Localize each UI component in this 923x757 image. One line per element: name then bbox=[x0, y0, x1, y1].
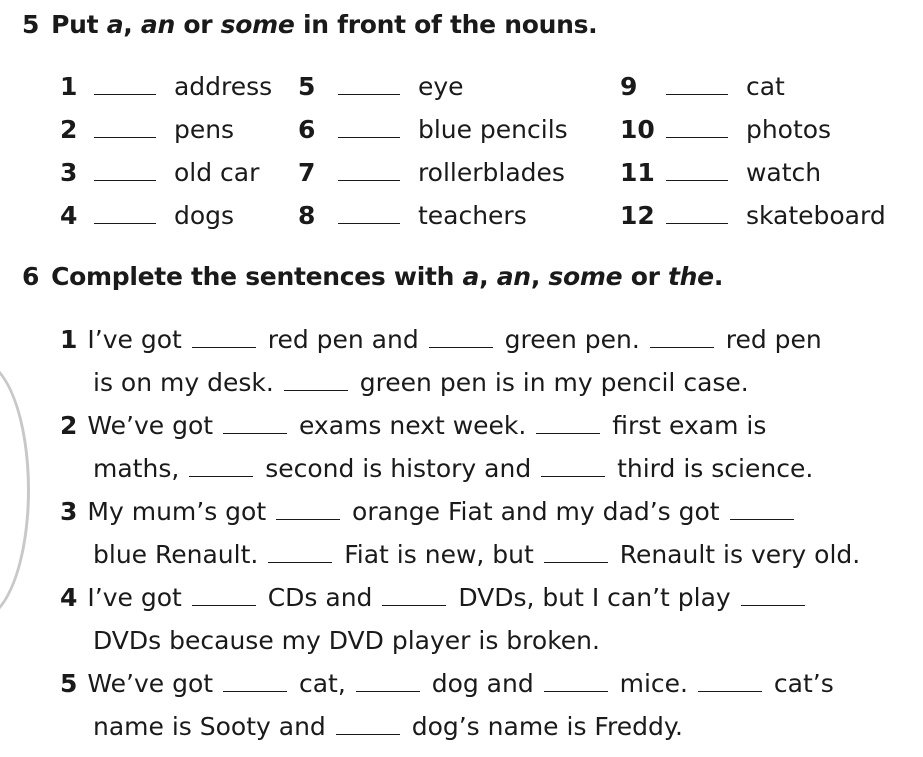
sentence-text: DVDs because my DVD player is broken. bbox=[93, 626, 600, 655]
sentence-text: first exam is bbox=[604, 411, 767, 440]
exercise-5-item bbox=[60, 158, 259, 187]
exercise-5-item bbox=[620, 158, 821, 187]
answer-blank[interactable] bbox=[650, 329, 714, 348]
answer-blank[interactable] bbox=[666, 160, 728, 181]
item-number: 6 bbox=[298, 115, 316, 144]
page-curl-edge bbox=[0, 360, 30, 620]
sentence-text: red pen bbox=[717, 325, 822, 354]
sentence-text: mice. bbox=[611, 669, 696, 698]
item-number: 9 bbox=[620, 72, 638, 101]
sentence-text: is on my desk. bbox=[93, 368, 282, 397]
exercise-5-item bbox=[60, 201, 234, 230]
answer-blank[interactable] bbox=[276, 501, 340, 520]
exercise-6-heading bbox=[22, 262, 723, 291]
noun-label: dogs bbox=[166, 201, 235, 230]
sentence-text: dog’s name is Freddy. bbox=[403, 712, 683, 741]
noun-label: eye bbox=[410, 72, 464, 101]
answer-blank[interactable] bbox=[541, 458, 605, 477]
sentence-text: We’ve got bbox=[87, 411, 222, 440]
item-number: 5 bbox=[298, 72, 316, 101]
sentence-text: My mum’s got bbox=[87, 497, 275, 526]
sentence-line bbox=[60, 447, 910, 490]
sentence-number: 2 bbox=[60, 411, 78, 440]
answer-blank[interactable] bbox=[338, 74, 400, 95]
sentence-line bbox=[60, 490, 910, 533]
item-number: 3 bbox=[60, 158, 78, 187]
exercise-6-title: Complete the sentences with a, an, some or the. bbox=[51, 262, 724, 291]
exercise-5-item bbox=[60, 72, 272, 101]
exercise-5-item bbox=[620, 201, 886, 230]
answer-blank[interactable] bbox=[223, 673, 287, 692]
answer-blank[interactable] bbox=[730, 501, 794, 520]
exercise-6-sentences bbox=[60, 318, 910, 748]
answer-blank[interactable] bbox=[741, 587, 805, 606]
sentence-text: Renault is very old. bbox=[611, 540, 861, 569]
item-number: 11 bbox=[620, 158, 655, 187]
exercise-5-number: 5 bbox=[22, 10, 40, 39]
sentence-text: second is history and bbox=[257, 454, 540, 483]
answer-blank[interactable] bbox=[544, 544, 608, 563]
exercise-5-item bbox=[298, 115, 568, 144]
exercise-5-item bbox=[620, 72, 785, 101]
sentence-number: 5 bbox=[60, 669, 78, 698]
sentence-line bbox=[60, 533, 910, 576]
answer-blank[interactable] bbox=[338, 117, 400, 138]
item-number: 4 bbox=[60, 201, 78, 230]
sentence-text: red pen and bbox=[259, 325, 427, 354]
answer-blank[interactable] bbox=[223, 415, 287, 434]
item-number: 2 bbox=[60, 115, 78, 144]
sentence-line bbox=[60, 705, 910, 748]
answer-blank[interactable] bbox=[429, 329, 493, 348]
sentence-text: cat’s bbox=[765, 669, 834, 698]
sentence-text: orange Fiat and my dad’s got bbox=[344, 497, 728, 526]
answer-blank[interactable] bbox=[698, 673, 762, 692]
exercise-5-item bbox=[298, 72, 464, 101]
sentence-text: green pen. bbox=[496, 325, 648, 354]
noun-label: skateboard bbox=[738, 201, 886, 230]
answer-blank[interactable] bbox=[268, 544, 332, 563]
exercise-5-item bbox=[298, 201, 527, 230]
answer-blank[interactable] bbox=[284, 372, 348, 391]
noun-label: cat bbox=[738, 72, 785, 101]
answer-blank[interactable] bbox=[338, 160, 400, 181]
exercise-5-heading bbox=[22, 10, 597, 39]
sentence-number: 3 bbox=[60, 497, 78, 526]
sentence-text: dog and bbox=[423, 669, 542, 698]
answer-blank[interactable] bbox=[94, 74, 156, 95]
sentence-text: I’ve got bbox=[87, 325, 190, 354]
sentence-line bbox=[60, 662, 910, 705]
exercise-5-item bbox=[620, 115, 831, 144]
sentence-text: I’ve got bbox=[87, 583, 190, 612]
exercise-6-number: 6 bbox=[22, 262, 40, 291]
answer-blank[interactable] bbox=[94, 203, 156, 224]
sentence-text: blue Renault. bbox=[93, 540, 267, 569]
answer-blank[interactable] bbox=[338, 203, 400, 224]
answer-blank[interactable] bbox=[666, 117, 728, 138]
sentence-text: CDs and bbox=[259, 583, 381, 612]
noun-label: rollerblades bbox=[410, 158, 565, 187]
noun-label: old car bbox=[166, 158, 260, 187]
noun-label: pens bbox=[166, 115, 235, 144]
sentence-text: name is Sooty and bbox=[93, 712, 334, 741]
sentence-line bbox=[60, 576, 910, 619]
sentence-number: 4 bbox=[60, 583, 78, 612]
answer-blank[interactable] bbox=[382, 587, 446, 606]
item-number: 7 bbox=[298, 158, 316, 187]
sentence-text: We’ve got bbox=[87, 669, 222, 698]
answer-blank[interactable] bbox=[544, 673, 608, 692]
answer-blank[interactable] bbox=[336, 716, 400, 735]
answer-blank[interactable] bbox=[189, 458, 253, 477]
noun-label: blue pencils bbox=[410, 115, 568, 144]
answer-blank[interactable] bbox=[536, 415, 600, 434]
item-number: 8 bbox=[298, 201, 316, 230]
noun-label: teachers bbox=[410, 201, 527, 230]
sentence-number: 1 bbox=[60, 325, 78, 354]
sentence-line bbox=[60, 318, 910, 361]
noun-label: photos bbox=[738, 115, 832, 144]
item-number: 1 bbox=[60, 72, 78, 101]
noun-label: watch bbox=[738, 158, 822, 187]
sentence-line bbox=[60, 619, 910, 662]
answer-blank[interactable] bbox=[192, 587, 256, 606]
exercise-5-title: Put a, an or some in front of the nouns. bbox=[51, 10, 598, 39]
sentence-text: Fiat is new, but bbox=[336, 540, 542, 569]
answer-blank[interactable] bbox=[94, 117, 156, 138]
sentence-text: green pen is in my pencil case. bbox=[351, 368, 749, 397]
sentence-text: third is science. bbox=[609, 454, 814, 483]
item-number: 12 bbox=[620, 201, 655, 230]
answer-blank[interactable] bbox=[666, 203, 728, 224]
answer-blank[interactable] bbox=[356, 673, 420, 692]
exercise-5-item bbox=[298, 158, 565, 187]
sentence-line bbox=[60, 361, 910, 404]
sentence-text: maths, bbox=[93, 454, 188, 483]
noun-label: address bbox=[166, 72, 273, 101]
sentence-text: cat, bbox=[291, 669, 354, 698]
answer-blank[interactable] bbox=[192, 329, 256, 348]
item-number: 10 bbox=[620, 115, 655, 144]
sentence-text: exams next week. bbox=[291, 411, 535, 440]
sentence-line bbox=[60, 404, 910, 447]
answer-blank[interactable] bbox=[94, 160, 156, 181]
sentence-text: DVDs, but I can’t play bbox=[450, 583, 739, 612]
answer-blank[interactable] bbox=[666, 74, 728, 95]
exercise-5-item bbox=[60, 115, 234, 144]
